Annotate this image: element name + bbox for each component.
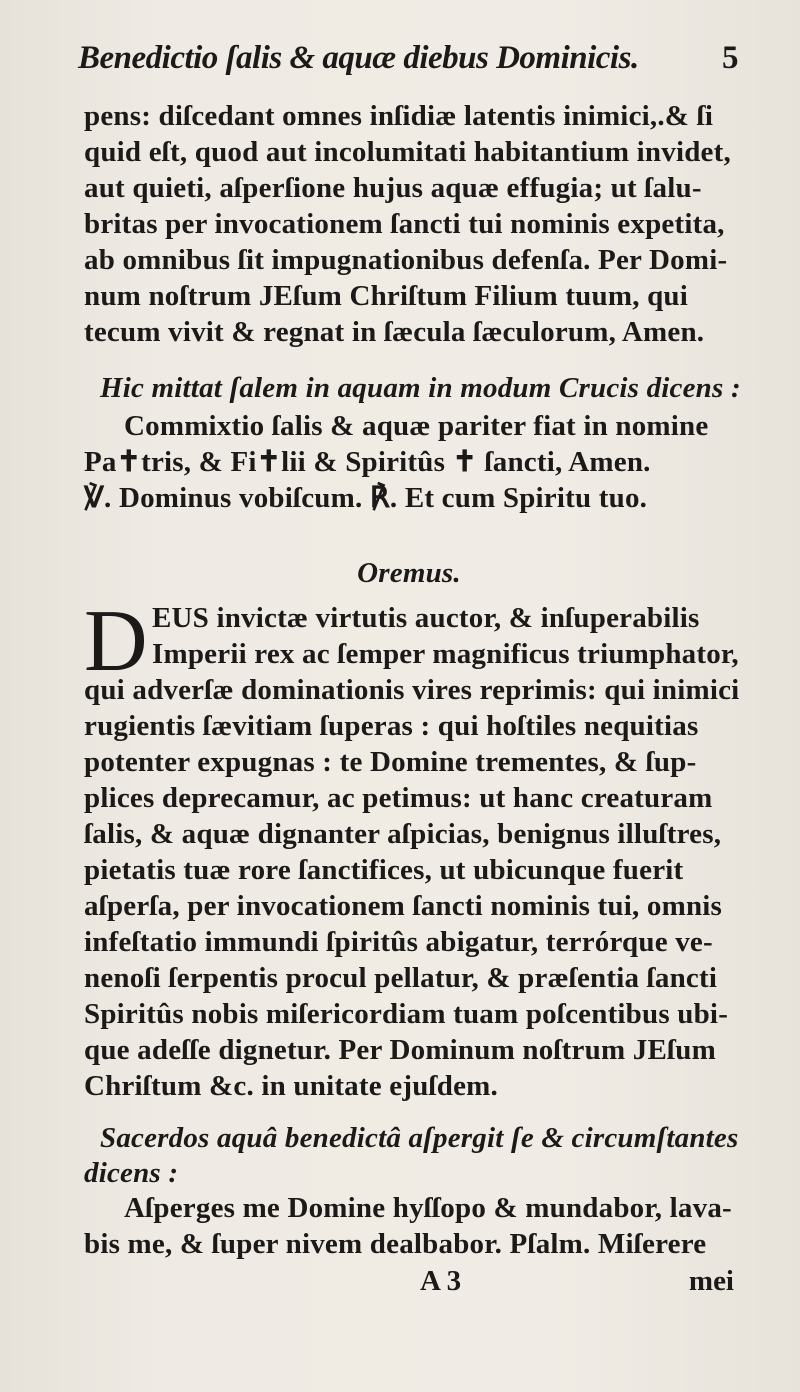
text-line: rugientis ſævitiam ſuperas : qui hoſtiles nequitias <box>84 710 699 742</box>
text-line: plices deprecamur, ac petimus: ut hanc creaturam <box>84 782 713 814</box>
text-line: infeſtatio immundi ſpiritûs abigatur, terrórque ve- <box>84 926 713 958</box>
running-header <box>78 40 738 77</box>
versicle-response: ℣. Dominus vobiſcum. ℟. Et cum Spiritu tuo. <box>84 482 648 514</box>
text-line: ſalis, & aquæ dignanter aſpicias, benignus illuſtres, <box>84 818 722 850</box>
text-line: Imperii rex ac ſemper magnificus triumphator, <box>152 638 739 670</box>
text-line: Commixtio ſalis & aquæ pariter fiat in nomine <box>124 410 709 442</box>
text-line: qui adverſæ dominationis vires reprimis: qui inimici <box>84 674 740 706</box>
text-line: num noſtrum JEſum Chriſtum Filium tuum, qui <box>84 280 689 312</box>
text-line: aut quieti, aſperſione hujus aquæ effugia; ut ſalu- <box>84 172 702 204</box>
text-line: britas per invocationem ſancti tui nominis expetita, <box>84 208 725 240</box>
text-line: Spiritûs nobis miſericordiam tuam poſcentibus ubi- <box>84 998 729 1030</box>
text-line: Aſperges me Domine hyſſopo & mundabor, lava- <box>124 1192 732 1224</box>
text-line: que adeſſe dignetur. Per Dominum noſtrum JEſum <box>84 1034 716 1066</box>
text-line: potenter expugnas : te Domine trementes, & ſup- <box>84 746 697 778</box>
text-line: bis me, & ſuper nivem dealbabor. Pſalm. Miſerere <box>84 1228 707 1260</box>
text-line: pietatis tuæ rore ſanctifices, ut ubicunque fuerit <box>84 854 684 886</box>
text-line: quid eſt, quod aut incolumitati habitantium invidet, <box>84 136 731 168</box>
signature-mark: A 3 <box>420 1265 462 1297</box>
rubric-instruction: Hic mittat ſalem in aquam in modum Crucis dicens : <box>100 372 741 404</box>
catchword: mei <box>688 1265 734 1297</box>
text-line: pens: diſcedant omnes inſidiæ latentis inimici,.& ſi <box>84 100 714 132</box>
text-line: tecum vivit & regnat in ſæcula ſæculorum, Amen. <box>84 316 705 348</box>
rubric-instruction: Sacerdos aquâ benedictâ aſpergit ſe & circumſtantes <box>100 1122 739 1154</box>
text-line: Pa✝tris, & Fi✝lii & Spiritûs ✝ ſancti, Amen. <box>84 446 651 478</box>
text-line: EUS invictæ virtutis auctor, & inſuperabilis <box>152 602 700 634</box>
text-line: nenoſi ſerpentis procul pellatur, & præſentia ſancti <box>84 962 718 994</box>
rubric-instruction: dicens : <box>84 1157 179 1189</box>
text-line: ab omnibus ſit impugnationibus defenſa. Per Domi- <box>84 244 728 276</box>
page-number: 5 <box>722 40 738 76</box>
header-title: Benedictio ſalis & aquæ diebus Dominicis. <box>78 40 639 76</box>
text-line: Chriſtum &c. in unitate ejuſdem. <box>84 1070 498 1102</box>
text-line: aſperſa, per invocationem ſancti nominis tui, omnis <box>84 890 723 922</box>
drop-capital: D <box>84 593 148 690</box>
oremus-heading: Oremus. <box>357 557 461 589</box>
